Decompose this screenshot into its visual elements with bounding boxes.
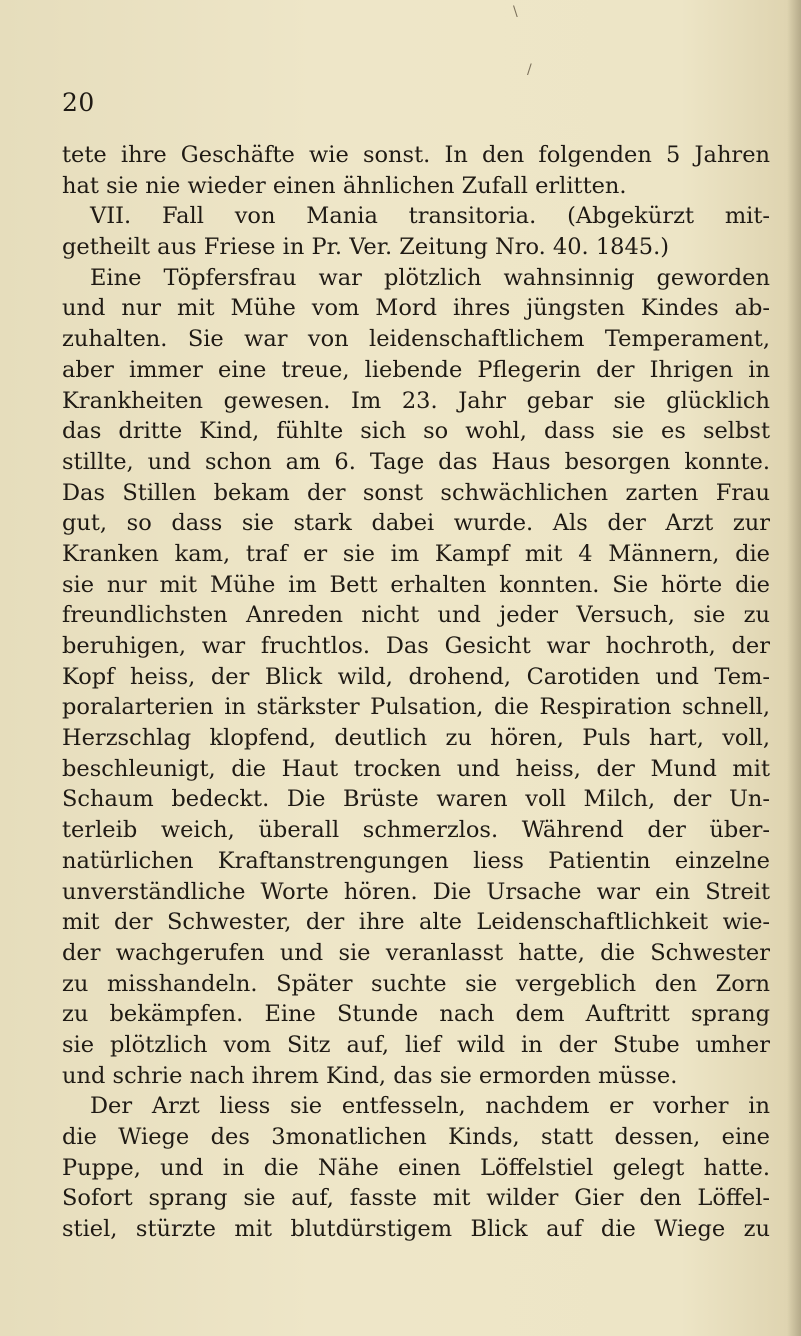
text-line: VII. Fall von Mania transitoria. (Abgekürzt mit- [90,203,770,230]
text-line: Kopf heiss, der Blick wild, drohend, Carotiden und Tem- [62,663,770,690]
text-line: und schrie nach ihrem Kind, das sie ermorden müsse. [62,1062,678,1089]
text-line: stiel, stürzte mit blutdürstigem Blick auf die Wiege zu [62,1216,770,1243]
text-line: zu bekämpfen. Eine Stunde nach dem Auftritt sprang [62,1001,770,1028]
page-edge-shadow [787,0,801,1336]
text-line: mit der Schwester, der ihre alte Leidenschaftlichkeit wie- [62,909,770,936]
text-line: beruhigen, war fruchtlos. Das Gesicht war hochroth, der [62,633,770,659]
text-line: poralarterien in stärkster Pulsation, die Respiration schnell, [62,694,770,721]
text-line: zu misshandeln. Später suchte sie vergeblich den Zorn [62,970,770,997]
text-line: die Wiege des 3monatlichen Kinds, statt dessen, eine [62,1124,770,1150]
text-line: Puppe, und in die Nähe einen Löffelstiel gelegt hatte. [62,1154,770,1181]
page-number: 20 [62,88,95,117]
ink-mark: \ [513,4,518,20]
text-line: hat sie nie wieder einen ähnlichen Zufall erlitten. [62,172,627,199]
text-line: natürlichen Kraftanstrengungen liess Patientin einzelne [62,847,770,874]
text-line: stillte, und schon am 6. Tage das Haus besorgen konnte. [62,448,770,475]
text-line: sie plötzlich vom Sitz auf, lief wild in der Stube umher [62,1031,770,1058]
text-line: und nur mit Mühe vom Mord ihres jüngsten Kindes ab- [62,295,770,322]
text-line: sie nur mit Mühe im Bett erhalten konnten. Sie hörte die [62,571,770,598]
text-line: beschleunigt, die Haut trocken und heiss, der Mund mit [62,755,770,782]
text-line: Der Arzt liess sie entfesseln, nachdem er vorher in [90,1093,770,1120]
text-line: der wachgerufen und sie veranlasst hatte, die Schwester [62,939,770,966]
text-line: Krankheiten gewesen. Im 23. Jahr gebar sie glücklich [62,387,770,414]
text-line: Das Stillen bekam der sonst schwächlichen zarten Frau [62,479,770,506]
text-line: terleib weich, überall schmerzlos. Während der über- [62,817,770,844]
text-line: freundlichsten Anreden nicht und jeder Versuch, sie zu [62,602,770,629]
text-line: tete ihre Geschäfte wie sonst. In den folgenden 5 Jahren [62,142,770,168]
text-line: das dritte Kind, fühlte sich so wohl, dass sie es selbst [62,418,770,445]
text-line: Kranken kam, traf er sie im Kampf mit 4 Männern, die [62,540,770,567]
text-line: Schaum bedeckt. Die Brüste waren voll Milch, der Un- [62,786,770,813]
text-line: aber immer eine treue, liebende Pflegerin der Ihrigen in [62,356,770,383]
text-line: Sofort sprang sie auf, fasste mit wilder Gier den Löffel- [62,1185,770,1212]
text-line: Eine Töpfersfrau war plötzlich wahnsinnig geworden [90,264,770,291]
text-line: getheilt aus Friese in Pr. Ver. Zeitung Nro. 40. 1845.) [62,234,670,261]
text-line: Herzschlag klopfend, deutlich zu hören, Puls hart, voll, [62,725,770,752]
ink-mark: / [527,62,532,78]
text-line: zuhalten. Sie war von leidenschaftlichem Temperament, [62,326,770,353]
text-line: gut, so dass sie stark dabei wurde. Als der Arzt zur [62,510,770,537]
text-line: unverständliche Worte hören. Die Ursache war ein Streit [62,878,770,905]
body-text [62,140,770,1245]
